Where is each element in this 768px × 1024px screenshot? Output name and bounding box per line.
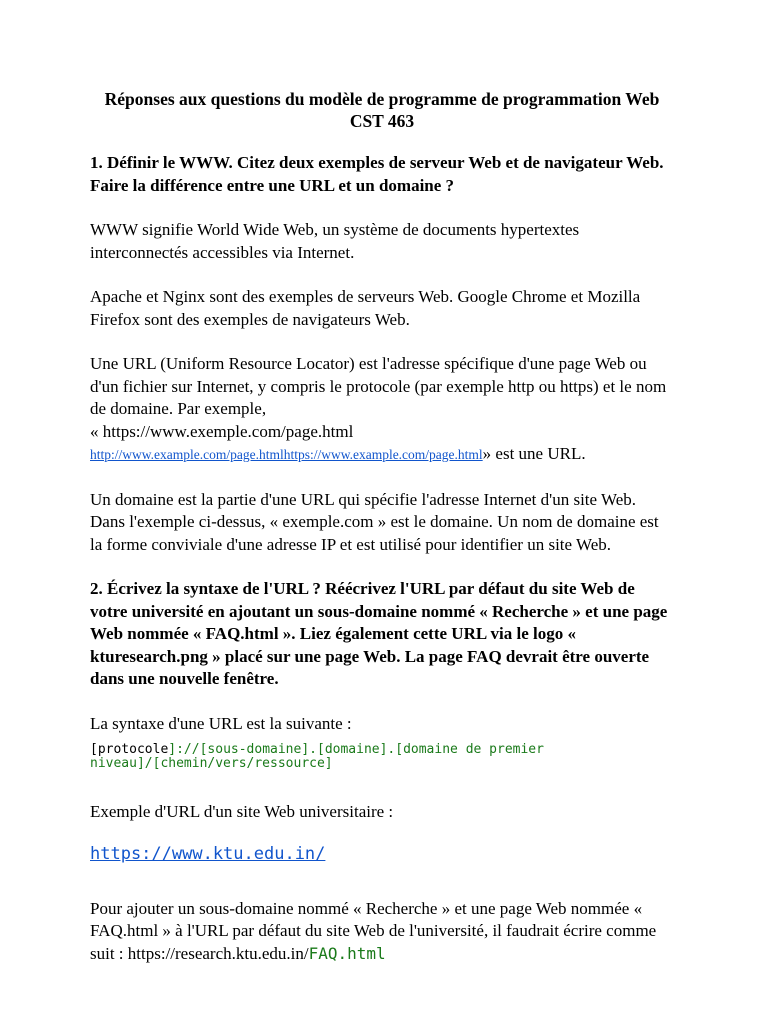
q1-url-quote: « https://www.exemple.com/page.html <box>90 421 354 441</box>
faq-code: FAQ.html <box>308 943 386 963</box>
q2-subdomain-text: Pour ajouter un sous-domaine nommé « Recherche » et une page Web nommée « FAQ.html » à l'URL par défaut du site Web de l'université, il faudrait écrire comme suit : https://research.ktu.edu.in/ <box>90 898 657 963</box>
q1-paragraph-www: WWW signifie World Wide Web, un système de documents hypertextes interconnectés accessibles via Internet. <box>90 220 580 262</box>
university-url-link[interactable]: https://www.ktu.edu.in/ <box>90 843 326 864</box>
q1-paragraph-examples: Apache et Nginx sont des exemples de serveurs Web. Google Chrome et Mozilla Firefox sont des exemples de navigateurs Web. <box>90 287 641 329</box>
q2-paragraph-example: Exemple d'URL d'un site Web universitaire : <box>90 802 394 821</box>
q1-url-text: Une URL (Uniform Resource Locator) est l'adresse spécifique d'une page Web ou d'un fichier sur Internet, y compris le protocole (par exemple http ou https) et le nom de domaine. Par exemple, <box>90 354 667 418</box>
url-syntax-rest: ]://[sous-domaine].[domaine].[domaine de premier niveau]/[chemin/vers/ressource] <box>90 742 552 771</box>
question-2-heading: 2. Écrivez la syntaxe de l'URL ? Réécrivez l'URL par défaut du site Web de votre université en ajoutant un sous-domaine nommé « Recherche » et une page Web nommée « FAQ.html ». Liez également cette URL via le logo « kturesearch.png » placé sur une page Web. La page FAQ devrait être ouverte dans une nouvelle fenêtre. <box>90 579 668 688</box>
url-syntax-code <box>90 743 674 771</box>
example-url-link[interactable]: http://www.example.com/page.htmlhttps://www.example.com/page.html <box>90 447 483 462</box>
url-syntax-first: [protocole <box>90 742 169 757</box>
q1-url-suffix: » est une URL. <box>482 444 586 463</box>
question-1-heading: 1. Définir le WWW. Citez deux exemples de serveur Web et de navigateur Web. Faire la différence entre une URL et un domaine ? <box>90 153 664 195</box>
document-content <box>90 88 674 987</box>
q1-paragraph-domain: Un domaine est la partie d'une URL qui spécifie l'adresse Internet d'un site Web. Dans l'exemple ci-dessus, « exemple.com » est le domaine. Un nom de domaine est la forme conviviale d'une adresse IP et est utilisé pour identifier un site Web. <box>90 489 659 554</box>
q1-paragraph-url <box>90 353 674 467</box>
q2-paragraph-syntax: La syntaxe d'une URL est la suivante : <box>90 713 352 733</box>
q2-paragraph-subdomain <box>90 898 674 966</box>
document-title: Réponses aux questions du modèle de programme de programmation Web CST 463 <box>104 89 660 131</box>
